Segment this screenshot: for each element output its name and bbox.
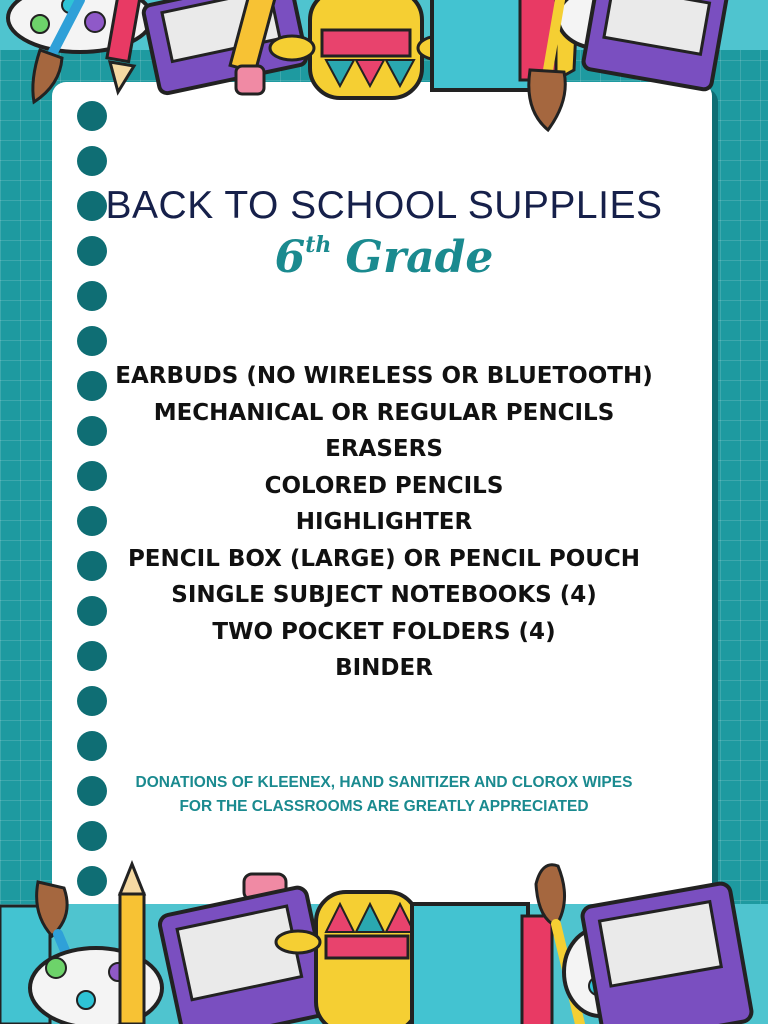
- top-decoration: [0, 0, 768, 140]
- donation-note-line: FOR THE CLASSROOMS ARE GREATLY APPRECIATED: [179, 798, 589, 815]
- supply-item: HIGHLIGHTER: [295, 509, 473, 535]
- grade-heading: [0, 232, 768, 283]
- supply-item: PENCIL BOX (LARGE) OR PENCIL POUCH: [127, 545, 641, 572]
- grade-suffix: th: [305, 232, 332, 259]
- tablet-icon: [581, 882, 753, 1024]
- donation-note: [0, 771, 768, 819]
- supply-item: SINGLE SUBJECT NOTEBOOKS (4): [171, 582, 597, 608]
- supply-item: TWO POCKET FOLDERS (4): [212, 618, 556, 645]
- supply-item: MECHANICAL OR REGULAR PENCILS: [153, 399, 615, 426]
- supply-item: COLORED PENCILS: [264, 472, 504, 499]
- donation-note-line: DONATIONS OF KLEENEX, HAND SANITIZER AND CLOROX WIPES: [135, 774, 633, 791]
- bottom-decoration: [0, 860, 768, 1024]
- spiral-dot: [77, 146, 107, 176]
- spiral-dot: [77, 731, 107, 761]
- notebook-icon: [412, 904, 552, 1024]
- page-title: BACK TO SCHOOL SUPPLIES: [105, 184, 663, 227]
- tablet-icon: [582, 0, 727, 91]
- supply-item: BINDER: [335, 655, 433, 681]
- supply-item: ERASERS: [325, 436, 443, 462]
- supply-list: [0, 358, 768, 687]
- spiral-dot: [77, 686, 107, 716]
- spiral-dot: [77, 326, 107, 356]
- spiral-dot: [77, 281, 107, 311]
- supply-item: EARBUDS (NO WIRELESS OR BLUETOOTH): [115, 363, 653, 389]
- spiral-dot: [77, 821, 107, 851]
- grade-word: Grade: [345, 232, 494, 283]
- grade-number: 6: [274, 232, 306, 283]
